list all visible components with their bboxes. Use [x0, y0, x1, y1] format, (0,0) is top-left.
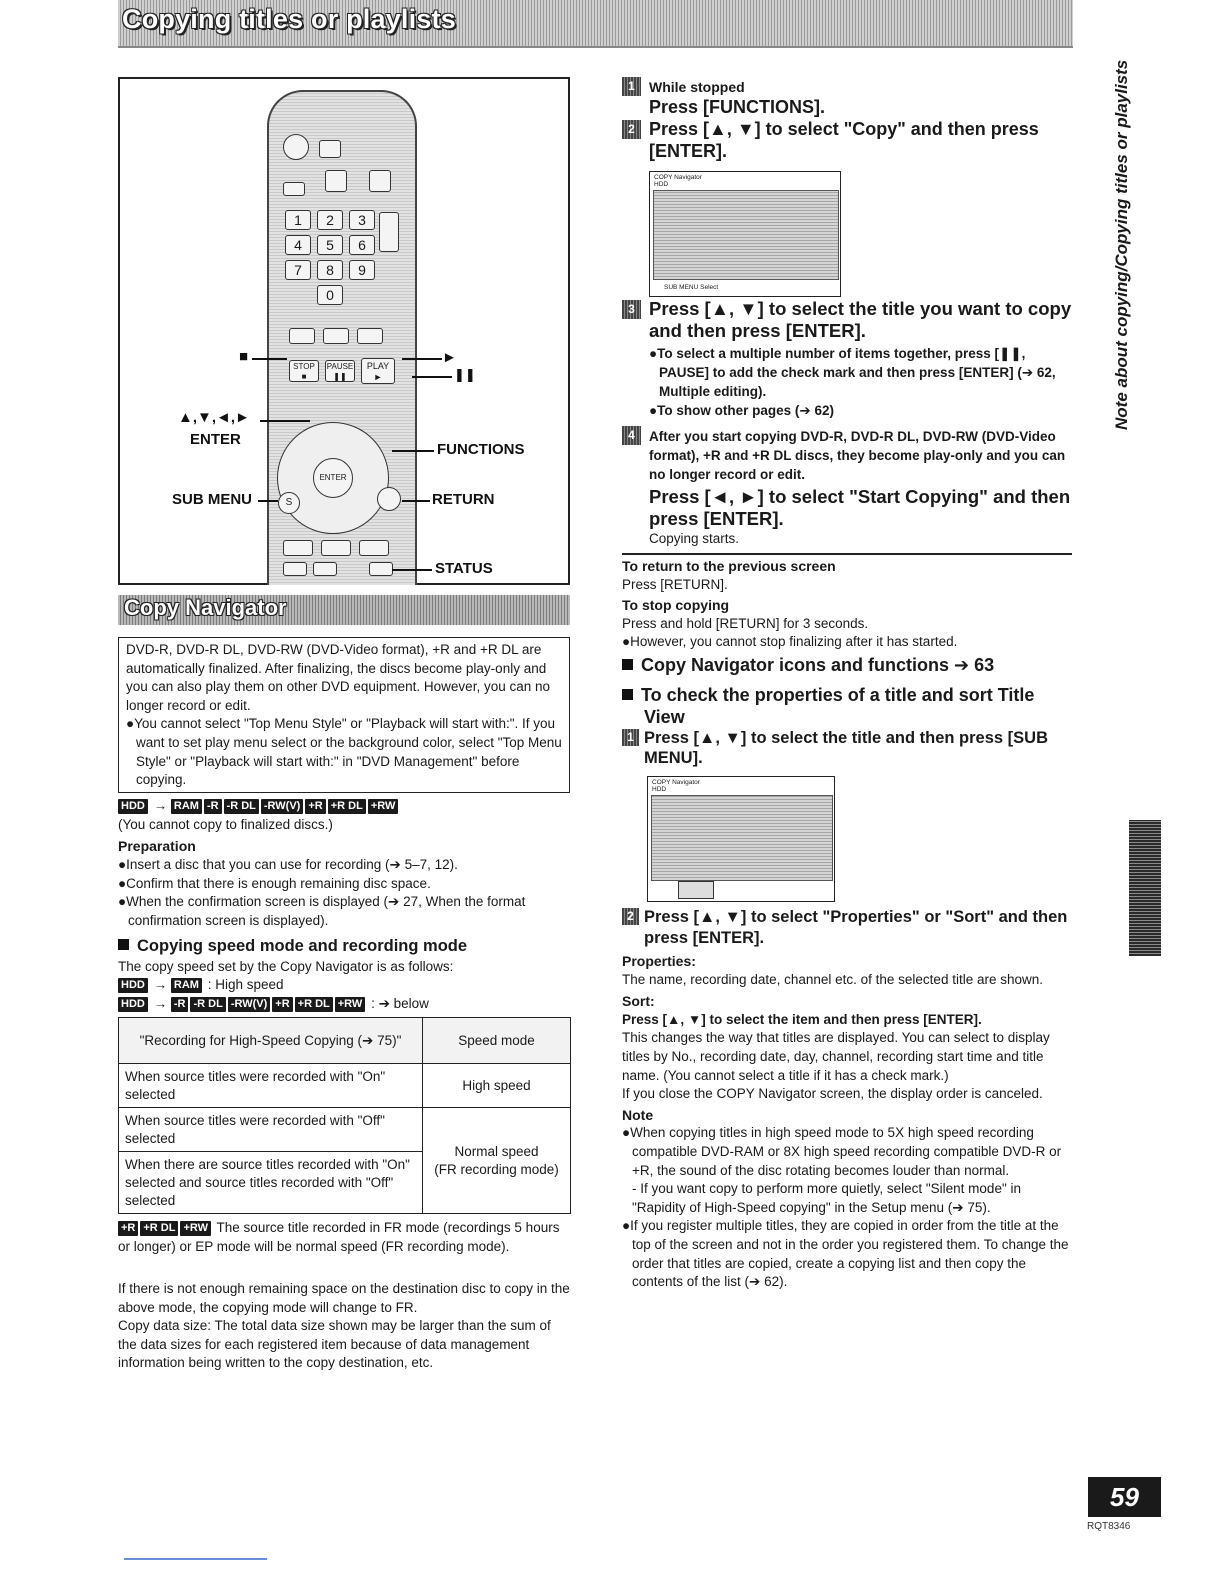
small-button [321, 540, 351, 556]
table-header-speed: Speed mode [423, 1018, 571, 1064]
disc-badge: -R [171, 997, 189, 1012]
screen-footer: SUB MENU Select [664, 284, 719, 291]
step-1 [622, 77, 1077, 96]
fr-mode-text: (FR recording mode) [434, 1161, 559, 1177]
space-note: If there is not enough remaining space on the destination disc to copy in the above mode, the copying mode will change to FR. [118, 1281, 570, 1315]
preparation-list [118, 856, 570, 930]
disc-badge: +RW [335, 997, 366, 1012]
small-button [369, 170, 391, 192]
arrows-label: ▲,▼,◄,► [178, 409, 250, 426]
disc-badge: HDD [118, 799, 148, 814]
side-vertical-text-area [1098, 59, 1138, 430]
pause-button: PAUSE ❚❚ [326, 362, 354, 381]
square-bullet-icon [118, 939, 129, 950]
arrow-text: → [153, 798, 168, 813]
copy-navigator-screen-2 [647, 776, 835, 902]
divider [622, 553, 1072, 555]
disc-compat-row [118, 797, 570, 816]
digit-4-button: 4 [285, 235, 311, 255]
preparation-item: ●When the confirmation screen is displayed (➔ 27, When the format confirmation screen is displayed). [118, 894, 526, 928]
small-button [359, 540, 389, 556]
stop-heading: To stop copying [622, 597, 730, 614]
step-number: 1 [622, 729, 639, 746]
small-button [313, 562, 337, 576]
side-tab-marker [1129, 820, 1161, 956]
screen-header: COPY Navigator HDD [654, 174, 702, 188]
props-heading-text: To check the properties of a title and sort Title View [641, 685, 1035, 727]
leader-line [252, 358, 287, 360]
stop-button: STOP ■ [289, 360, 319, 382]
digit-9-button: 9 [349, 260, 375, 280]
leader-line [412, 376, 452, 378]
play-button: PLAY ► [361, 358, 395, 384]
small-button [289, 328, 315, 344]
icons-heading-text: Copy Navigator icons and functions ➔ 63 [641, 655, 995, 675]
sub-step-1-instruction: Press [▲, ▼] to select the title and then press [SUB MENU]. [644, 729, 1049, 767]
digit-3-button: 3 [349, 210, 375, 230]
speed-row-below [118, 995, 429, 1014]
preparation-item: ●Confirm that there is enough remaining disc space. [118, 875, 431, 891]
arrow-text: → [153, 996, 168, 1011]
sort-text: This changes the way that titles are displayed. You can select to display titles by No., recording date, day, channel, recording start time and title name. (You cannot select a title if it has a check mark.) [622, 1030, 1050, 1083]
table-cell-mode: High speed [423, 1064, 571, 1108]
fr-note-text: The source title recorded in FR mode (recordings 5 hours or longer) or EP mode will be normal speed (FR recording mode). [118, 1220, 560, 1254]
return-heading: To return to the previous screen [622, 558, 836, 574]
stop-note: ●However, you cannot stop finalizing after it has started. [622, 634, 958, 650]
disc-badge: -R DL [224, 799, 259, 814]
step-number: 2 [622, 908, 639, 925]
sub-step-2-instruction: Press [▲, ▼] to select "Properties" or "Sort" and then press [ENTER]. [644, 908, 1068, 947]
link-underline [124, 1558, 267, 1560]
step-4-instruction: Press [◄, ►] to select "Start Copying" and then press [ENTER]. [649, 486, 1071, 529]
digit-5-button: 5 [317, 235, 343, 255]
small-button [283, 540, 313, 556]
step-3-instruction: Press [▲, ▼] to select the title you want to copy and then press [ENTER]. [649, 298, 1072, 341]
stop-symbol-label: ■ [239, 348, 249, 365]
disc-badge: +R [118, 1221, 138, 1236]
digit-2-button: 2 [317, 210, 343, 230]
disc-badge: +R [272, 997, 292, 1012]
page-number: 59 [1088, 1477, 1161, 1517]
step-2 [622, 118, 1077, 162]
step-2-instruction: Press [▲, ▼] to select "Copy" and then press [ENTER]. [649, 119, 1039, 161]
leader-line [402, 500, 430, 502]
props-heading [622, 684, 1072, 728]
step-1-pre: While stopped [649, 79, 745, 95]
disc-badge: +RW [368, 799, 399, 814]
page-title: Copying titles or playlists [122, 4, 456, 34]
disc-badge: RAM [171, 978, 202, 993]
step-number: 4 [622, 426, 641, 445]
properties-heading: Properties: [622, 953, 696, 969]
data-size-note: Copy data size: The total data size shown may be larger than the sum of the data sizes for each registered item because of data management information being written to the copy destination, etc. [118, 1318, 551, 1371]
leader-line [392, 450, 434, 452]
icons-heading [622, 654, 1077, 676]
table-cell-mode [423, 1108, 571, 1214]
disc-badge: -RW(V) [228, 997, 270, 1012]
side-vertical-text: Note about copying/Copying titles or playlists [1112, 59, 1131, 430]
small-button [283, 182, 305, 196]
status-button [369, 562, 393, 576]
pause-symbol-label: ❚❚ [454, 367, 476, 382]
speed-mode-heading-text: Copying speed mode and recording mode [137, 937, 468, 955]
table-cell-condition: When there are source titles recorded with "On" selected and source titles recorded with "Off" selected [119, 1152, 423, 1214]
sub-menu-button: S [278, 492, 300, 514]
finalize-note-box [118, 637, 570, 793]
step-4-result: Copying starts. [649, 531, 740, 546]
title-list-grid [653, 190, 839, 280]
functions-label: FUNCTIONS [437, 441, 525, 458]
finalize-note-bullet: ●You cannot select "Top Menu Style" or "Playback will start with:". If you want to set play menu select or the background color, select "Top Menu Style" or "Playback will start with:" in "DVD Management" before copying. [126, 716, 562, 788]
step-3-block [622, 298, 1077, 549]
disc-badge: +R DL [328, 799, 366, 814]
step-number: 2 [622, 120, 641, 139]
properties-text: The name, recording date, channel etc. of the selected title are shown. [622, 971, 1043, 987]
small-button [283, 562, 307, 576]
disc-badge: +R DL [140, 1221, 178, 1236]
title-list-grid [651, 795, 833, 881]
speed-row-text: : ➔ below [371, 996, 429, 1011]
section-title-copy-navigator: Copy Navigator [124, 595, 287, 620]
properties-section [622, 952, 1074, 1292]
speed-mode-table [118, 1017, 571, 1214]
digit-8-button: 8 [317, 260, 343, 280]
power-button [283, 134, 309, 160]
disc-badge: +R [305, 799, 325, 814]
disc-badge: HDD [118, 997, 148, 1012]
small-button [357, 328, 383, 344]
status-label: STATUS [435, 560, 493, 577]
disc-badge: +RW [180, 1221, 211, 1236]
return-text: Press [RETURN]. [622, 576, 728, 592]
remote-illustration [118, 77, 570, 585]
note-bullet: ●If you register multiple titles, they are copied in order from the title at the top of the screen and not in the order you registered them. To change the order that titles are copied, create a copying list and then copy the contents of the list (➔ 62). [622, 1218, 1069, 1290]
screen-header: COPY Navigator HDD [652, 779, 700, 793]
steps-block [622, 77, 1077, 162]
sub-menu-label: SUB MENU [172, 491, 253, 508]
enter-label: ENTER [190, 431, 241, 448]
preparation-item: ●Insert a disc that you can use for recording (➔ 5–7, 12). [118, 857, 458, 872]
preparation-heading: Preparation [118, 838, 196, 854]
digit-1-button: 1 [285, 210, 311, 230]
sub-step-2 [622, 907, 1072, 949]
square-bullet-icon [622, 689, 633, 700]
speed-row-text: : High speed [207, 977, 284, 992]
step-3-notes [622, 344, 1077, 420]
normal-speed-text: Normal speed [454, 1143, 539, 1159]
digit-6-button: 6 [349, 235, 375, 255]
step-3-note: ●To select a multiple number of items together, press [❚❚, PAUSE] to add the check mark and then press [ENTER] (➔ 62, Multiple editing). [649, 346, 1056, 399]
sort-instruction: Press [▲, ▼] to select the item and then press [ENTER]. [622, 1011, 982, 1027]
square-bullet-icon [622, 659, 633, 670]
note-bullet: ●When copying titles in high speed mode to 5X high speed recording compatible DVD-RAM or 8X high speed recording compatible DVD-R or +R, the sound of the disc rotating becomes louder than normal. [622, 1125, 1062, 1178]
play-symbol-label: ► [442, 349, 457, 366]
finalize-note: DVD-R, DVD-R DL, DVD-RW (DVD-Video format), +R and +R DL are automatically finalized. After finalizing, the discs become play-only and you can also play them on other DVD equipment. However, you can no longer record or edit. [126, 642, 550, 713]
disc-badge: RAM [171, 799, 202, 814]
disc-badge: -RW(V) [261, 799, 303, 814]
step-3 [622, 298, 1077, 342]
leader-line [392, 569, 432, 571]
digit-7-button: 7 [285, 260, 311, 280]
disc-badge: HDD [118, 978, 148, 993]
sort-heading: Sort: [622, 993, 655, 1010]
return-label: RETURN [432, 491, 495, 508]
note-sub-bullet: - If you want copy to perform more quietly, select "Silent mode" in "Rapidity of High-Speed copying" in the Setup menu (➔ 75). [632, 1181, 1022, 1215]
drive-button [319, 140, 341, 158]
step-number: 1 [622, 77, 641, 96]
remote-control [267, 90, 417, 585]
disc-badge: -R DL [190, 997, 225, 1012]
sort-cancel-text: If you close the COPY Navigator screen, the display order is canceled. [622, 1086, 1043, 1102]
step-3-note: ●To show other pages (➔ 62) [649, 403, 834, 418]
speed-mode-heading [118, 937, 467, 956]
leader-line [258, 500, 278, 502]
speed-intro: The copy speed set by the Copy Navigator is as follows: [118, 959, 454, 974]
finalized-note: (You cannot copy to finalized discs.) [118, 817, 333, 832]
small-button [323, 328, 349, 344]
table-cell-condition: When source titles were recorded with "Off" selected [119, 1108, 423, 1152]
step-4 [622, 426, 1077, 484]
step-4-note: After you start copying DVD-R, DVD-R DL, DVD-RW (DVD-Video format), +R and +R DL discs, they become play-only and you can no longer record or edit. [649, 429, 1066, 482]
stop-text: Press and hold [RETURN] for 3 seconds. [622, 615, 869, 631]
return-button [377, 487, 401, 511]
enter-button: ENTER [313, 458, 353, 498]
step-number: 3 [622, 300, 641, 319]
speed-row-high [118, 976, 284, 995]
disc-badge: +R DL [295, 997, 333, 1012]
sub-menu-popup [678, 881, 714, 899]
fr-mode-note [118, 1219, 570, 1256]
arrow-text: → [153, 977, 168, 992]
sub-step-1 [622, 728, 1072, 768]
table-cell-condition: When source titles were recorded with "On" selected [119, 1064, 423, 1108]
digit-0-button: 0 [317, 285, 343, 305]
table-header-recording: "Recording for High-Speed Copying (➔ 75)" [119, 1018, 423, 1064]
disc-badge: -R [204, 799, 222, 814]
channel-button [379, 212, 399, 252]
step-1-instruction: Press [FUNCTIONS]. [649, 97, 826, 117]
small-button [325, 170, 347, 192]
return-section [622, 557, 1077, 652]
note-heading: Note [622, 1106, 654, 1123]
leader-line [402, 358, 442, 360]
leader-line [260, 420, 310, 422]
copy-navigator-screen-1 [649, 171, 841, 297]
document-code: RQT8346 [1087, 1521, 1131, 1532]
